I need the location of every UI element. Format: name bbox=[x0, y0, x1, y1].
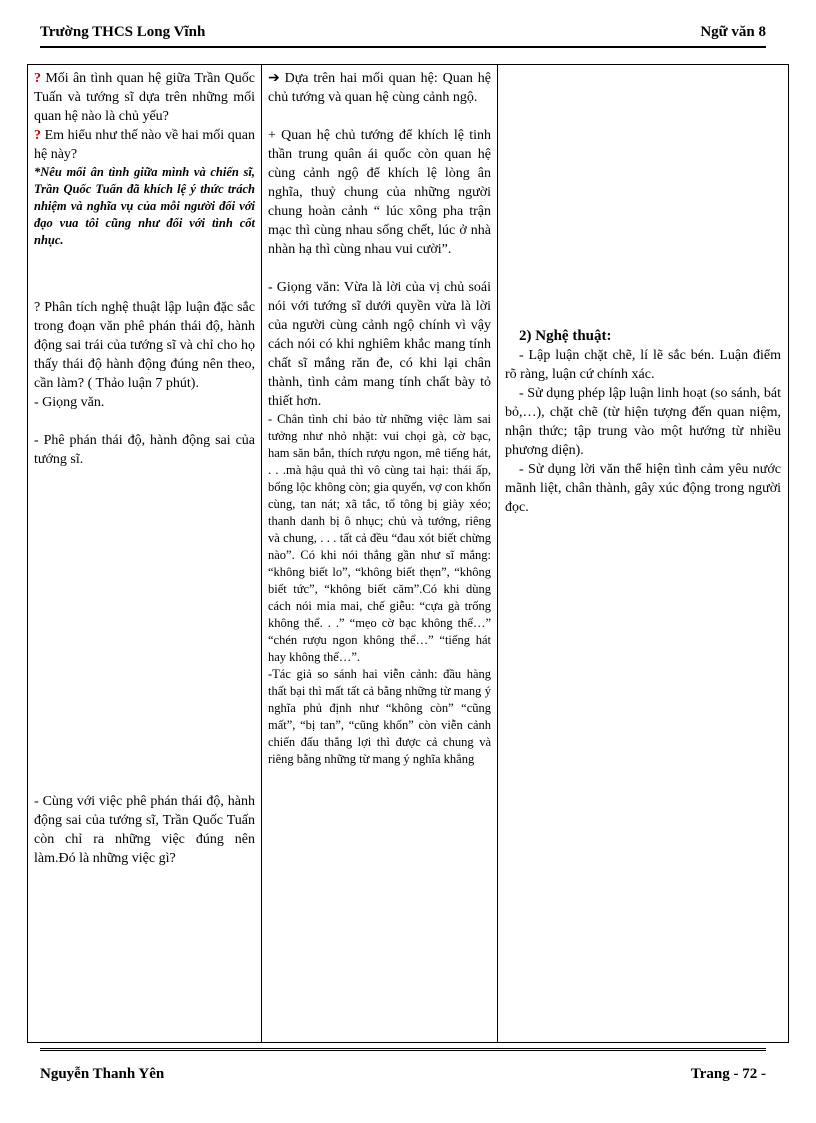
lesson-table bbox=[27, 64, 789, 1043]
question-3a: - Giọng văn. bbox=[34, 395, 105, 410]
art-point-3: - Sử dụng lời văn thể hiện tình cảm yêu nước mãnh liệt, chân thành, gây xúc động trong người đọc. bbox=[505, 462, 781, 515]
answer-5: -Tác giả so sánh hai viễn cảnh: đầu hàng thất bại thì mất tất cả bằng những từ mang ý nghĩa phủ định như “không còn” “cũng mất”, “bị tan”, “cũng khốn” còn viễn cảnh chiến đấu thắng lợi thì được cả chung và riêng bằng những từ mang ý nghĩa khẳng bbox=[268, 667, 491, 766]
answer-4: - Chân tình chỉ bảo từ những việc làm sai tưởng như nhỏ nhặt: vui chọi gà, cờ bạc, ham săn bắn, thích rượu ngon, mê tiếng hát, . . .mà hậu quả thì vô cùng tai hại: thái ấp, bổng lộc không còn; gia quyến, vợ con khốn cùng, tan nát; xã tắc, tổ tông bị giày xéo; thanh danh bị ô nhục; chủ và tướng, riêng và chung, . . . tất cả đều “đau xót biết chừng nào”. Có khi nói thẳng gần như sĩ mắng: “không biết lo”, “không biết thẹn”, “không biết tức”, “không biết căm”.Có khi dùng cách nói mỉa mai, chế giễu: “cựa gà trống không thể. . .” “mẹo cờ bạc không thể…” “chén rượu ngon không thể…” “tiếng hát hay không thể…”. bbox=[268, 412, 491, 664]
question-3: ? Phân tích nghệ thuật lập luận đặc sắc trong đoạn văn phê phán thái độ, hành động sai trái của tướng sĩ và chỉ cho họ thấy thái độ hành động đúng nên theo, cần làm? ( Thảo luận 7 phút). bbox=[34, 300, 255, 391]
answer-3: - Giọng văn: Vừa là lời của vị chủ soái nói với tướng sĩ dưới quyền vừa là lời của người cùng cảnh ngộ chính vì vậy cách nói có khi nghiêm khắc mang tính chất sĩ mắng răn đe, có khi lại chân thành, tình cảm mang tính chất bày tỏ thiết hơn. bbox=[268, 280, 491, 409]
answer-2: + Quan hệ chủ tướng để khích lệ tinh thần trung quân ái quốc còn quan hệ cùng cảnh ngộ để khích lệ lòng ân nghĩa, thuỷ chung của những người chung hoàn cảnh “ lúc xông pha trận mạc thì cùng nhau sống chết, lúc ở nhà nhàn hạ thì cùng nhau vui cười”. bbox=[268, 128, 491, 257]
question-4: - Cùng với việc phê phán thái độ, hành động sai của tướng sĩ, Trần Quốc Tuấn còn chỉ ra những việc đúng nên làm.Đó là những việc gì? bbox=[34, 794, 255, 866]
teacher-questions-column bbox=[28, 65, 262, 1043]
subject-name: Ngữ văn 8 bbox=[700, 24, 766, 40]
page-footer bbox=[40, 1040, 766, 1090]
author-name: Nguyễn Thanh Yên bbox=[40, 1066, 165, 1082]
question-1: ? Mối ân tình quan hệ giữa Trần Quốc Tuấn và tướng sĩ dựa trên những mối quan hệ nào là chủ yếu? bbox=[34, 71, 255, 124]
question-mark: ? bbox=[34, 71, 41, 86]
art-point-1: - Lập luận chặt chẽ, lí lẽ sắc bén. Luận điểm rõ ràng, luận cứ chính xác. bbox=[505, 348, 781, 382]
student-answers-column bbox=[262, 65, 498, 1043]
art-point-2: - Sử dụng phép lập luận linh hoạt (so sánh, bát bỏ,…), chặt chẽ (từ hiện tượng đến quan niệm, nhận thức; tập trung vào một hướng từ nhiều phương diện). bbox=[505, 386, 781, 458]
page-number: Trang - 72 - bbox=[690, 1066, 766, 1082]
teacher-note: *Nêu mối ân tình giữa mình và chiến sĩ, Trần Quốc Tuấn đã khích lệ ý thức trách nhiệm và nghĩa vụ của mỗi người đối với đạo vua tôi cũng như đối với tình cốt nhục. bbox=[34, 165, 255, 247]
section-title: 2) Nghệ thuật: bbox=[519, 328, 612, 344]
question-mark: ? bbox=[34, 128, 41, 143]
question-2: ? Em hiểu như thế nào về hai mối quan hệ này? bbox=[34, 128, 255, 162]
footer-rule bbox=[40, 1048, 766, 1051]
school-name: Trường THCS Long Vĩnh bbox=[40, 24, 206, 40]
question-3b: - Phê phán thái độ, hành động sai của tướng sĩ. bbox=[34, 433, 255, 467]
page-header bbox=[40, 22, 766, 48]
content-column bbox=[498, 65, 789, 1043]
answer-1: ➔ Dựa trên hai mối quan hệ: Quan hệ chủ tướng và quan hệ cùng cảnh ngộ. bbox=[268, 71, 491, 105]
